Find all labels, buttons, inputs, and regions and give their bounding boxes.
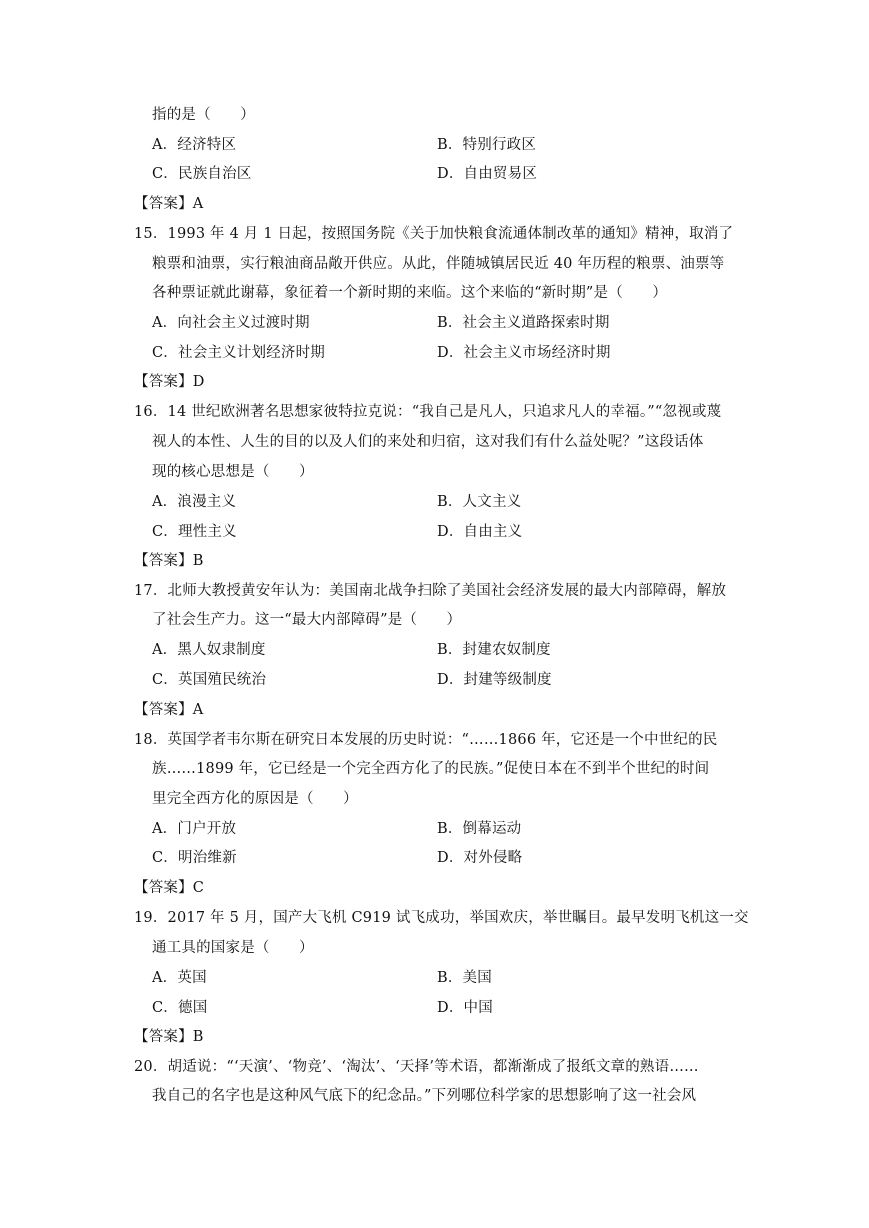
question-16-stem-line-1: 16．14 世纪欧洲著名思想家彼特拉克说：“我自己是凡人，只追求凡人的幸福。”“忽视或蔑 <box>134 404 722 420</box>
question-19-option-a: A．英国 <box>152 970 207 986</box>
question-17-answer: 【答案】A <box>134 702 204 718</box>
question-18-answer: 【答案】C <box>134 880 205 896</box>
question-17-option-d: D．封建等级制度 <box>437 672 552 688</box>
question-14-option-a: A．经济特区 <box>152 137 237 153</box>
question-17-stem-line-2: 了社会生产力。这一“最大内部障碍”是（ ） <box>152 612 462 628</box>
question-16-option-a: A．浪漫主义 <box>152 494 237 510</box>
question-19-option-b: B．美国 <box>437 970 492 986</box>
question-14-answer: 【答案】A <box>134 196 204 212</box>
question-18-stem-line-2: 族……1899 年，它已经是一个完全西方化了的民族。”促使日本在不到半个世纪的时间 <box>152 761 710 777</box>
question-18-option-d: D．对外侵略 <box>437 850 523 866</box>
question-15-option-a: A．向社会主义过渡时期 <box>152 315 310 331</box>
question-17-option-b: B．封建农奴制度 <box>437 642 551 658</box>
question-18-stem-line-1: 18．英国学者韦尔斯在研究日本发展的历史时说：“……1866 年，它还是一个中世纪的民 <box>134 732 718 748</box>
question-19-stem-line-2: 通工具的国家是（ ） <box>152 940 314 956</box>
question-16-option-d: D．自由主义 <box>437 524 523 540</box>
question-17-option-a: A．黑人奴隶制度 <box>152 642 266 658</box>
question-19-option-d: D．中国 <box>437 1000 493 1016</box>
question-15-stem-line-3: 各种票证就此谢幕，象征着一个新时期的来临。这个来临的“新时期”是（ ） <box>152 285 668 301</box>
question-15-stem-line-1: 15．1993 年 4 月 1 日起，按照国务院《关于加快粮食流通体制改革的通知》精神，取消了 <box>134 226 734 242</box>
question-17-option-c: C．英国殖民统治 <box>152 672 267 688</box>
question-18-stem-line-3: 里完全西方化的原因是（ ） <box>152 791 358 807</box>
question-14-option-c: C．民族自治区 <box>152 166 252 182</box>
question-16-stem-line-2: 视人的本性、人生的目的以及人们的来处和归宿，这对我们有什么益处呢？”这段话体 <box>152 434 704 450</box>
question-16-stem-line-3: 现的核心思想是（ ） <box>152 464 314 480</box>
question-17-stem-line-1: 17．北师大教授黄安年认为：美国南北战争扫除了美国社会经济发展的最大内部障碍，解放 <box>134 583 727 599</box>
question-14-option-b: B．特别行政区 <box>437 137 537 153</box>
question-15-option-b: B．社会主义道路探索时期 <box>437 315 610 331</box>
question-15-stem-line-2: 粮票和油票，实行粮油商品敞开供应。从此，伴随城镇居民近 40 年历程的粮票、油票等 <box>152 256 725 272</box>
question-16-answer: 【答案】B <box>134 553 204 569</box>
question-18-option-b: B．倒幕运动 <box>437 821 522 837</box>
question-18-option-a: A．门户开放 <box>152 821 237 837</box>
question-18-option-c: C．明治维新 <box>152 850 237 866</box>
question-16-option-b: B．人文主义 <box>437 494 522 510</box>
question-20-stem-line-1: 20．胡适说：“‘天演’、‘物竞’、‘淘汰’、‘天择’等术语，都渐渐成了报纸文章的熟语…… <box>134 1059 699 1075</box>
question-14-stem-end: 指的是（ ） <box>152 107 255 123</box>
question-19-stem-line-1: 19．2017 年 5 月，国产大飞机 C919 试飞成功，举国欢庆，举世瞩目。最早发明飞机这一交 <box>134 910 749 926</box>
question-19-answer: 【答案】B <box>134 1029 204 1045</box>
question-14-option-d: D．自由贸易区 <box>437 166 538 182</box>
question-15-option-d: D．社会主义市场经济时期 <box>437 345 611 361</box>
question-15-answer: 【答案】D <box>134 374 205 390</box>
question-15-option-c: C．社会主义计划经济时期 <box>152 345 325 361</box>
question-16-option-c: C．理性主义 <box>152 524 237 540</box>
question-20-stem-line-2: 我自己的名字也是这种风气底下的纪念品。”下列哪位科学家的思想影响了这一社会风 <box>152 1088 697 1104</box>
question-19-option-c: C．德国 <box>152 1000 208 1016</box>
